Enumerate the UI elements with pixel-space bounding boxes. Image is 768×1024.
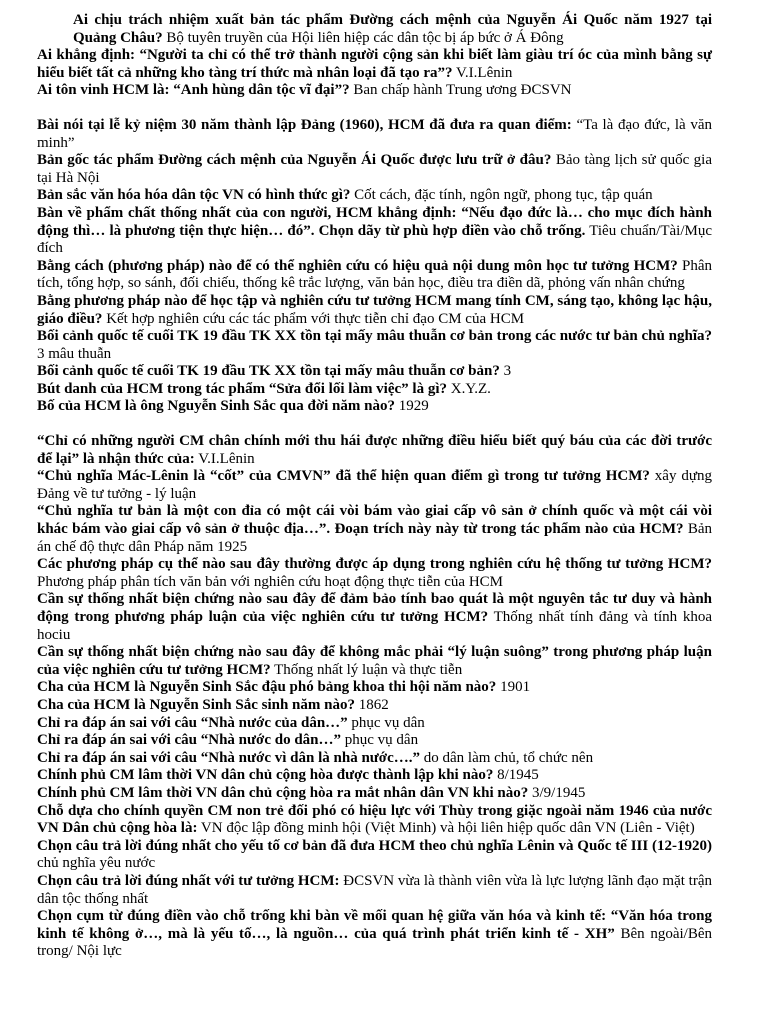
section-gap <box>37 416 712 433</box>
answer-text: X.Y.Z. <box>450 380 491 397</box>
answer-text: Phân tích, tổng hợp, so sánh, đối chiếu, thống kê trắc lượng, văn bản học, điều tra điền dã, phỏng vấn nhân chứng <box>37 257 713 292</box>
qa-entry <box>37 363 712 381</box>
qa-entry <box>37 591 712 644</box>
qa-entry <box>37 679 712 697</box>
question-text: “Chủ nghĩa tư bản là một con đỉa có một cái vòi bám vào giai cấp vô sản ở chính quốc và một cái vòi khác bám vào giai cấp vô sản ở thuộc địa…”. Đoạn trích này này từ trong tác phẩm nào của HCM? <box>37 503 712 538</box>
answer-text: xây dựng Đảng về tư tưởng - lý luận <box>37 468 712 502</box>
question-text: Ai chịu trách nhiệm xuất bản tác phẩm Đường cách mệnh của Nguyễn Ái Quốc năm 1927 tại Quảng Châu? <box>73 12 712 46</box>
qa-entry <box>37 293 712 328</box>
answer-text: Thống nhất lý luận và thực tiễn <box>274 661 463 678</box>
question-text: Bằng phương pháp nào để học tập và nghiên cứu tư tưởng HCM mang tính CM, sáng tạo, không lạc hậu, giáo điều? <box>37 292 712 327</box>
question-text: Bối cảnh quốc tế cuối TK 19 đầu TK XX tồn tại mấy mâu thuẫn cơ bản trong các nước tư bản chủ nghĩa? <box>37 328 712 345</box>
answer-text: 1929 <box>398 398 429 415</box>
qa-entry <box>37 12 712 47</box>
qa-entry <box>37 433 712 468</box>
qa-entry <box>37 328 712 363</box>
qa-entry <box>37 82 712 100</box>
question-text: “Chủ nghĩa Mác-Lênin là “cốt” của CMVN” đã thể hiện quan điểm gì trong tư tưởng HCM? <box>37 468 650 485</box>
qa-entry <box>37 258 712 293</box>
qa-entry <box>37 767 712 785</box>
answer-text: V.I.Lênin <box>198 450 255 467</box>
qa-entry <box>37 503 712 556</box>
section-gap <box>37 100 712 117</box>
answer-text: Cốt cách, đặc tính, ngôn ngữ, phong tục, tập quán <box>354 187 653 204</box>
answer-text: Bên ngoài/Bên trong/ Nội lực <box>37 925 712 960</box>
qa-entry <box>37 838 712 873</box>
answer-text: Ban chấp hành Trung ương ĐCSVN <box>353 82 572 99</box>
qa-entry <box>37 750 712 768</box>
answer-text: phục vụ dân <box>344 732 419 749</box>
question-text: Bút danh của HCM trong tác phẩm “Sửa đổi lối làm việc” là gì? <box>37 380 448 397</box>
question-text: Chỉ ra đáp án sai với câu “Nhà nước của dân…” <box>37 714 348 731</box>
question-text: Cần sự thống nhất biện chứng nào sau đây để không mắc phải “lý luận suông” trong phương pháp luận của việc nghiên cứu tư tưởng HCM? <box>37 644 712 678</box>
answer-text: Kết hợp nghiên cứu các tác phẩm với thực tiễn chỉ đạo CM của HCM <box>106 310 525 327</box>
qa-entry <box>37 47 712 82</box>
question-text: Cha của HCM là Nguyễn Sinh Sắc đậu phó bảng khoa thi hội năm nào? <box>37 679 497 696</box>
answer-text: Thống nhất tính đảng và tính khoa hociu <box>37 609 712 643</box>
question-text: Bản gốc tác phẩm Đường cách mệnh của Nguyễn Ái Quốc được lưu trữ ở đâu? <box>37 152 552 169</box>
qa-entry <box>37 152 712 187</box>
qa-entry <box>37 398 712 416</box>
question-text: Chỉ ra đáp án sai với câu “Nhà nước do dân…” <box>37 732 342 749</box>
answer-text: 3 <box>503 363 512 380</box>
qa-entry <box>37 785 712 803</box>
answer-text: 3/9/1945 <box>531 784 586 801</box>
answer-text: 1862 <box>358 696 389 713</box>
question-text: Ai khẳng định: “Người ta chỉ có thể trở thành người cộng sản khi biết làm giàu trí óc của mình bằng sự hiểu biết tất cả những kho tàng trí thức mà nhân loại đã tạo ra”? <box>37 47 712 81</box>
answer-text: chủ nghĩa yêu nước <box>37 855 156 872</box>
answer-text: Bản án chế độ thực dân Pháp năm 1925 <box>37 521 712 555</box>
qa-entry <box>37 873 712 908</box>
answer-text: 3 mâu thuẫn <box>37 345 112 362</box>
question-text: Chọn cụm từ đúng điền vào chỗ trống khi bàn về mối quan hệ giữa văn hóa và kinh tế: “Văn hóa trong kinh tế không ở…, mà là yếu tố…, là nguồn… của quá trình phát triển kinh tế - XH” <box>37 908 712 942</box>
answer-text: Bảo tàng lịch sử quốc gia tại Hà Nội <box>37 152 713 186</box>
question-text: Cha của HCM là Nguyễn Sinh Sắc sinh năm nào? <box>37 696 355 713</box>
qa-entry <box>37 187 712 205</box>
qa-entry <box>37 715 712 733</box>
answer-text: 1901 <box>500 679 531 696</box>
question-text: Các phương pháp cụ thể nào sau đây thường được áp dụng trong nghiên cứu hệ thống tư tưởng HCM? <box>37 556 712 573</box>
question-text: Chỉ ra đáp án sai với câu “Nhà nước vì dân là nhà nước….” <box>37 749 420 766</box>
qa-entry <box>37 556 712 591</box>
qa-entry <box>37 117 712 152</box>
answer-text: 8/1945 <box>497 767 539 784</box>
answer-text: ĐCSVN vừa là thành viên vừa là lực lượng lãnh đạo mặt trận dân tộc thống nhất <box>37 872 712 907</box>
question-text: Chọn câu trả lời đúng nhất cho yếu tố cơ bản đã đưa HCM theo chủ nghĩa Lênin và Quốc tế III (12-1920) <box>37 837 712 854</box>
answer-text: Bộ tuyên truyền của Hội liên hiệp các dân tộc bị áp bức ở Á Đông <box>166 29 564 46</box>
qa-entry <box>37 468 712 503</box>
question-text: Chính phủ CM lâm thời VN dân chủ cộng hòa được thành lập khi nào? <box>37 767 494 784</box>
qa-entry <box>37 381 712 399</box>
question-text: Bài nói tại lễ kỷ niệm 30 năm thành lập Đảng (1960), HCM đã đưa ra quan điểm: <box>37 116 572 133</box>
answer-text: do dân làm chủ, tổ chức nên <box>423 749 594 766</box>
qa-entry <box>37 697 712 715</box>
answer-text: V.I.Lênin <box>456 64 513 81</box>
qa-entry <box>37 732 712 750</box>
answer-text: VN độc lập đồng minh hội (Việt Minh) và hội liên hiệp quốc dân VN (Liên - Việt) <box>200 820 695 837</box>
answer-text: “Ta là đạo đức, là văn minh” <box>37 116 713 151</box>
question-text: Ai tôn vinh HCM là: “Anh hùng dân tộc vĩ đại”? <box>37 82 350 99</box>
qa-entry <box>37 803 712 838</box>
answer-text: Phương pháp phân tích văn bản với nghiên cứu hoạt động thực tiễn của HCM <box>37 573 504 590</box>
answer-text: Tiêu chuẩn/Tài/Mục đích <box>37 222 712 257</box>
question-text: Bối cảnh quốc tế cuối TK 19 đầu TK XX tồn tại mấy mâu thuẫn cơ bản? <box>37 363 500 380</box>
question-text: Bố của HCM là ông Nguyễn Sinh Sắc qua đời năm nào? <box>37 398 395 415</box>
question-text: Chỗ dựa cho chính quyền CM non trẻ đối phó có hiệu lực với Thùy trong giặc ngoài năm 1946 của nước VN Dân chủ cộng hòa là: <box>37 802 712 837</box>
question-text: Bằng cách (phương pháp) nào để có thể nghiên cứu có hiệu quả nội dung môn học tư tưởng HCM? <box>37 257 678 274</box>
qa-entry <box>37 205 712 258</box>
question-text: Cần sự thống nhất biện chứng nào sau đây để đảm bảo tính bao quát là một nguyên tắc tư duy và hành động trong phương pháp luận của việc nghiên cứu tư tưởng HCM? <box>37 591 712 625</box>
question-text: Bản sắc văn hóa hóa dân tộc VN có hình thức gì? <box>37 187 351 204</box>
qa-entry <box>37 908 712 961</box>
answer-text: phục vụ dân <box>351 714 425 731</box>
question-text: Chọn câu trả lời đúng nhất với tư tưởng HCM: <box>37 872 340 889</box>
question-text: Bàn về phẩm chất thống nhất của con người, HCM khẳng định: “Nếu đạo đức là… cho mục đích hành động thì… là phương tiện thực hiện… đó”. Chọn dãy từ phù hợp điền vào chỗ trống. <box>37 204 712 239</box>
question-text: Chính phủ CM lâm thời VN dân chủ cộng hòa ra mắt nhân dân VN khi nào? <box>37 784 529 801</box>
qa-entry <box>37 644 712 679</box>
question-text: “Chỉ có những người CM chân chính mới thu hái được những điều hiểu biết quý báu của các đời trước để lại” là nhận thức của: <box>37 433 712 467</box>
